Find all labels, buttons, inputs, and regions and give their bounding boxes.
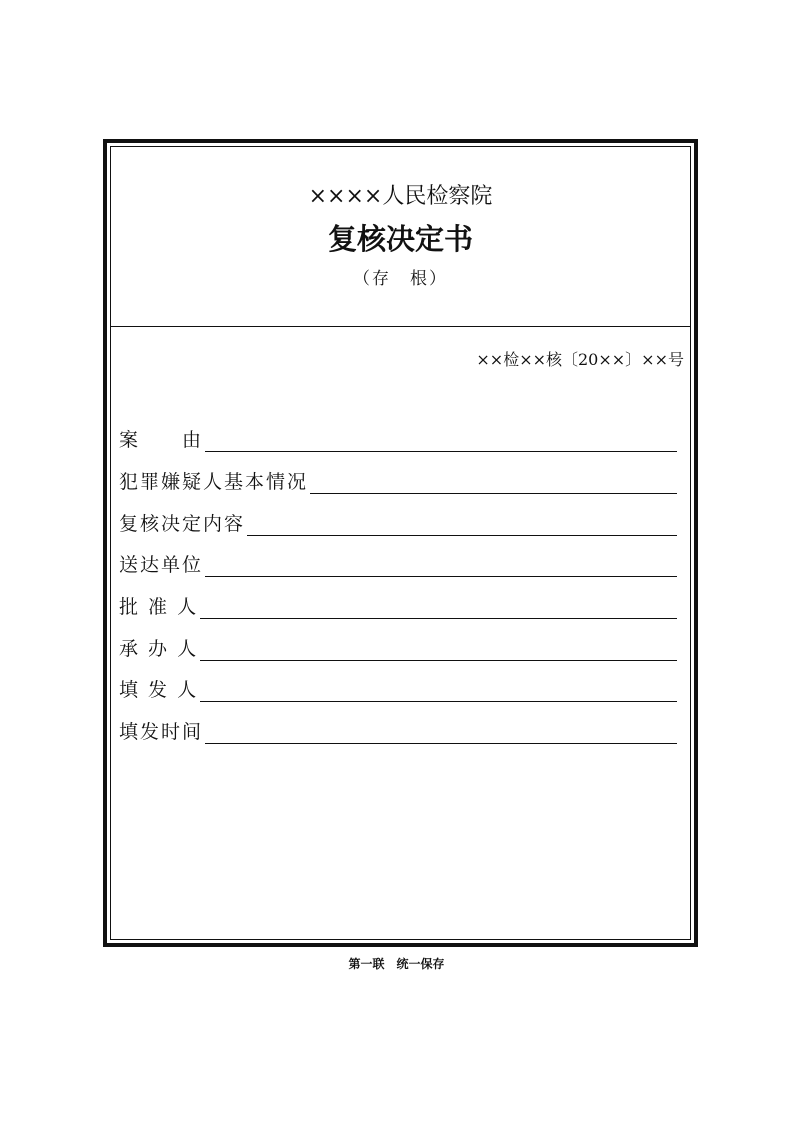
organization-name: ××××人民检察院 [308,184,493,209]
field-input[interactable] [200,679,677,702]
field-label: 案 由 [119,429,204,451]
document-title: 复核决定书 [327,222,473,256]
field-issue-date [119,718,677,744]
field-label: 承 办 人 [119,638,199,660]
field-input[interactable] [205,554,677,577]
field-input[interactable] [247,513,677,536]
field-input[interactable] [205,429,677,452]
form-border [103,139,698,947]
copy-note: 第一联 统一保存 [348,957,445,971]
form-inner-border [110,146,691,940]
header-divider [111,326,690,327]
field-delivery-unit [119,551,677,577]
document-subtitle: （存 根） [353,269,448,289]
field-input[interactable] [200,596,677,619]
field-review-decision [119,510,677,536]
field-approver [119,593,677,619]
field-label: 犯罪嫌疑人基本情况 [119,471,309,493]
field-input[interactable] [310,471,677,494]
document-number: ××检××核〔20××〕××号 [476,350,684,369]
field-label: 批 准 人 [119,596,199,618]
field-label: 填 发 人 [119,679,199,701]
field-label: 送达单位 [119,554,204,576]
field-input[interactable] [200,638,677,661]
field-suspect-info [119,468,677,494]
field-case-reason [119,426,677,452]
field-handler [119,635,677,661]
field-issuer [119,676,677,702]
field-label: 填发时间 [119,721,204,743]
field-input[interactable] [205,721,677,744]
field-label: 复核决定内容 [119,513,246,535]
